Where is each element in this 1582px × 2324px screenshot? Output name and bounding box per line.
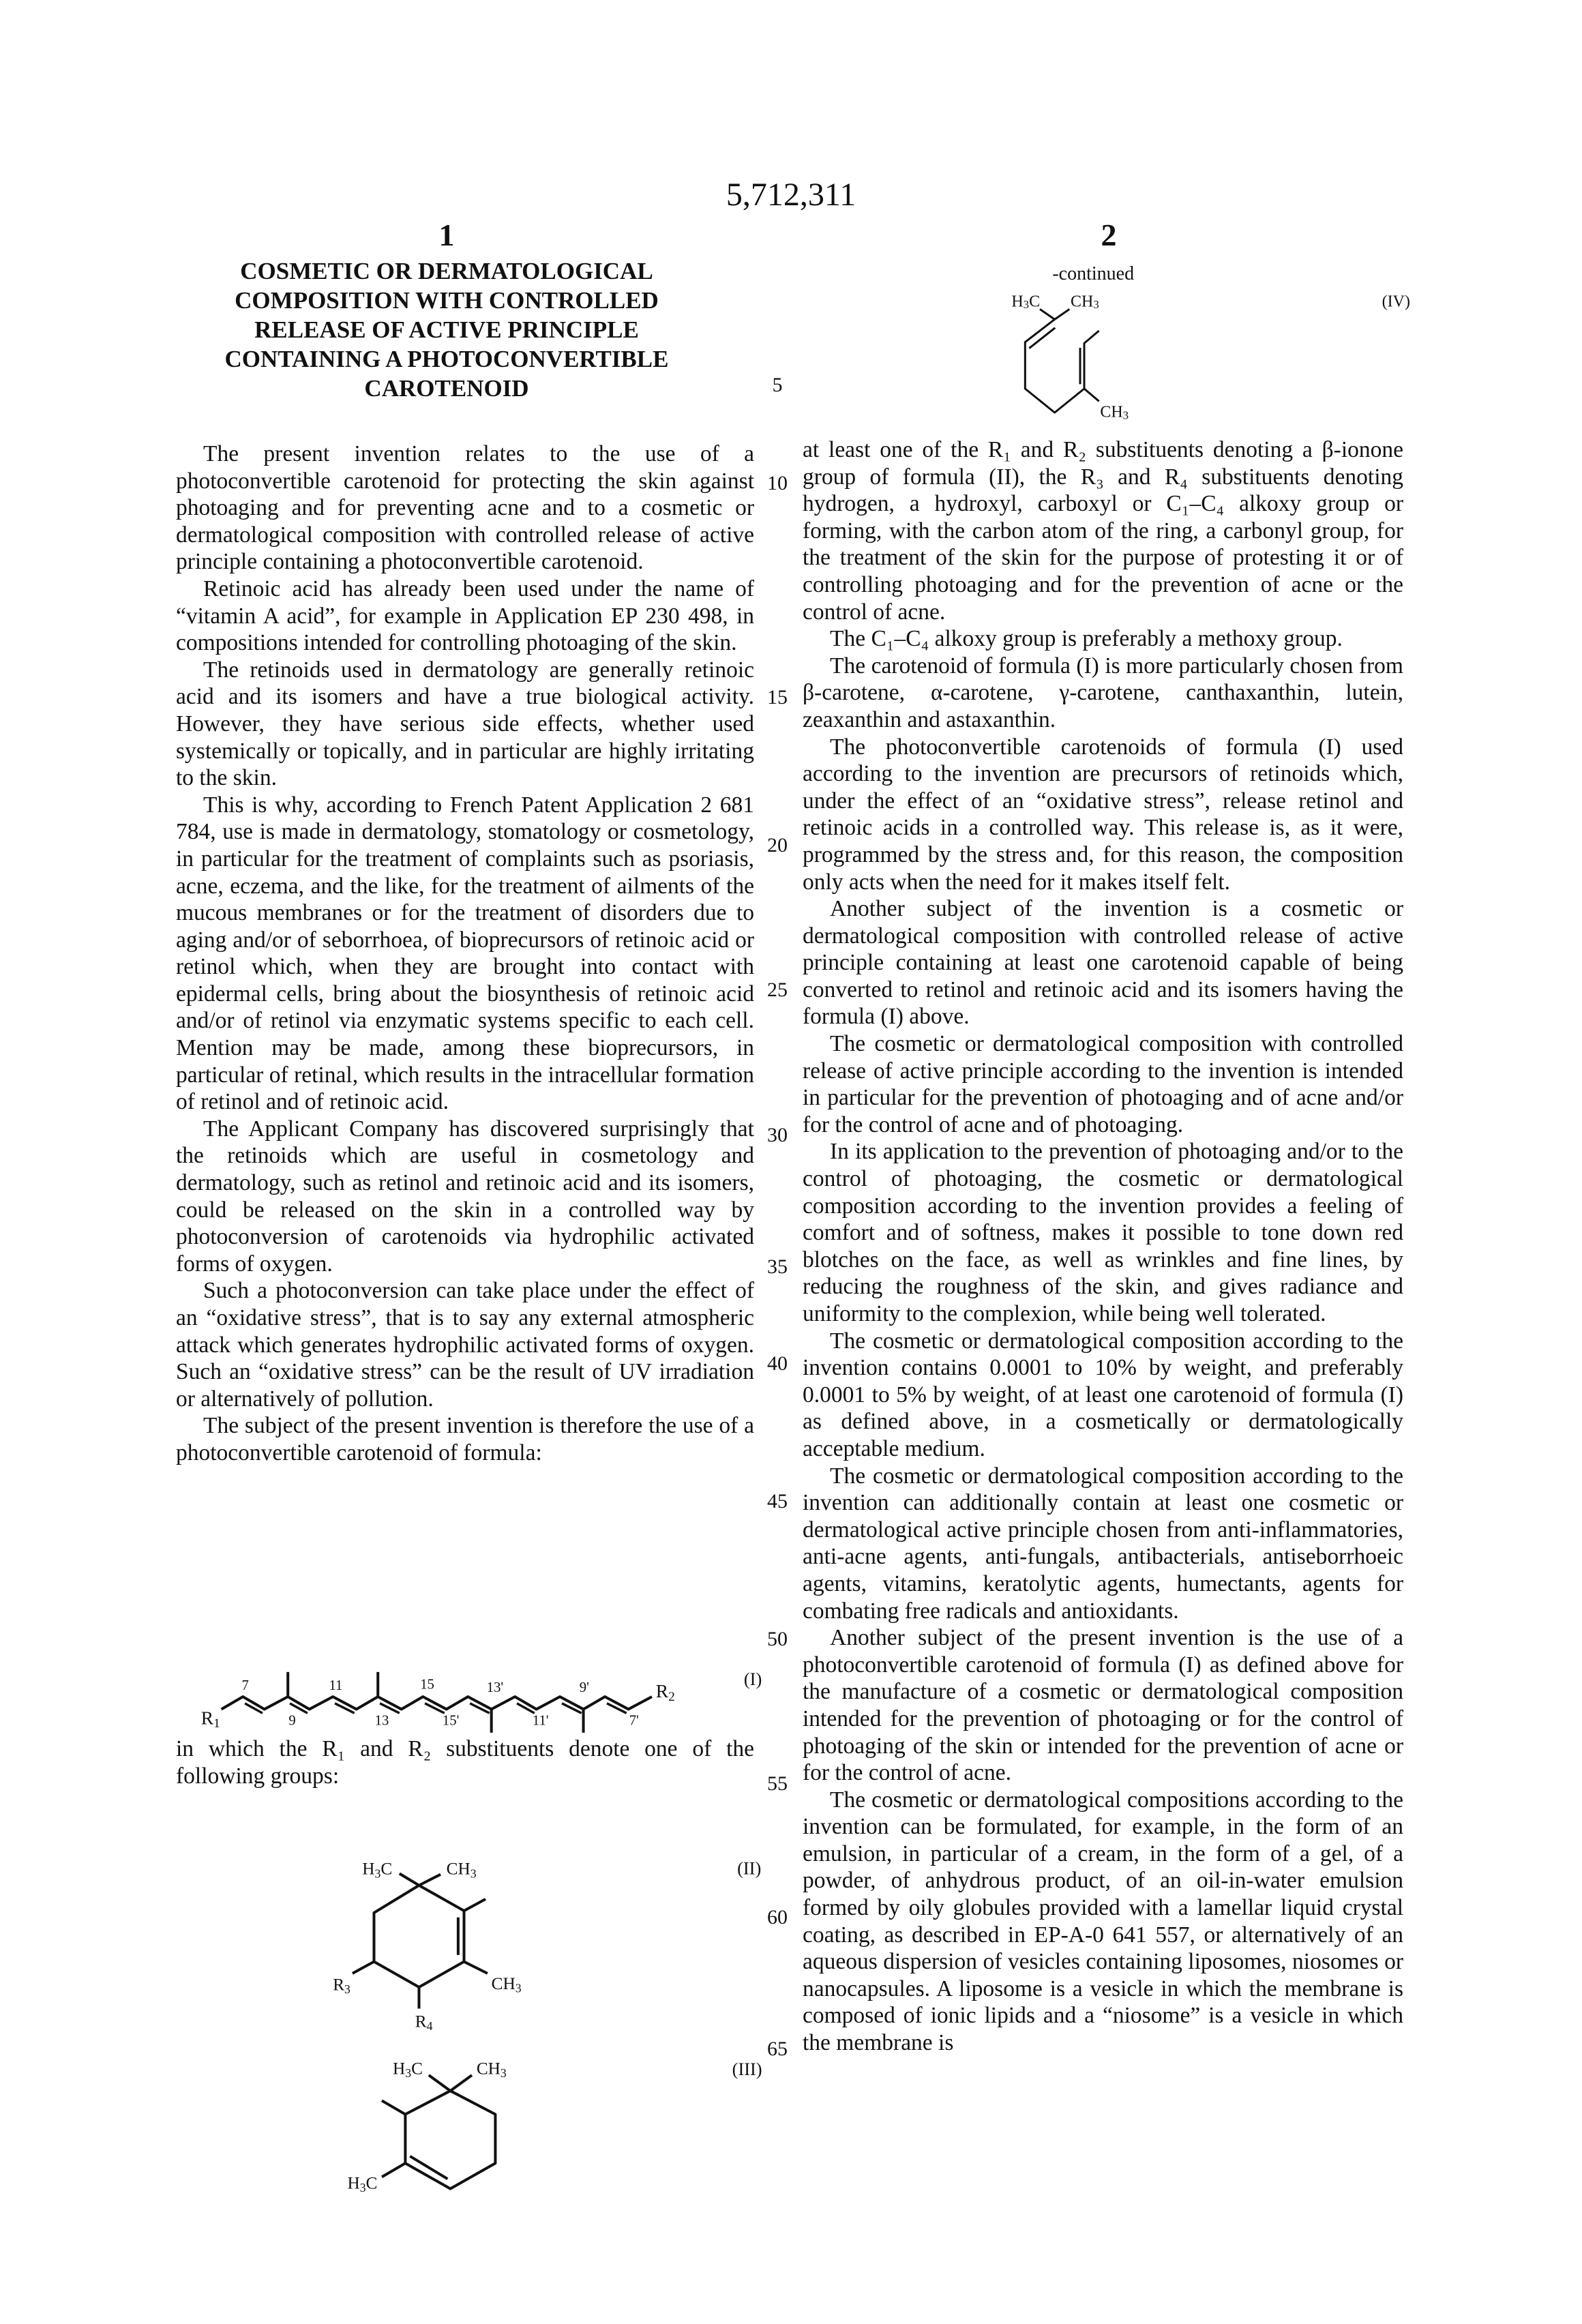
paragraph: The carotenoid of formula (I) is more particularly chosen from β-carotene, α-carotene, γ-carotene, canthaxanthin, lutein, zeaxanthin and astaxanthin. (803, 653, 1403, 734)
formula-i-num: 13 (375, 1713, 389, 1728)
line-number: 50 (764, 1628, 791, 1651)
line-number: 40 (764, 1352, 791, 1375)
formula-i-num: 9 (288, 1713, 295, 1728)
line-number: 5 (764, 374, 791, 397)
line-number: 35 (764, 1255, 791, 1279)
formula-iii-ring (405, 2091, 495, 2188)
formula-i-num: 7' (629, 1713, 639, 1728)
line-number: 10 (764, 472, 791, 495)
paragraph: In its application to the prevention of photoaging and/or to the control of photoaging, the cosmetic or dermatological composition according to the invention provides a feeling of comfort and of softness, makes it possible to tone down red blotches on the face, as well as wrinkles and fine lines, by reducing the roughness of the skin, and gives radiance and uniformity to the complexion, while being well tolerated. (803, 1138, 1403, 1327)
formula-i-r2: R2 (656, 1680, 675, 1704)
line-number: 55 (764, 1772, 791, 1796)
line-number: 45 (764, 1490, 791, 1513)
paragraph: The Applicant Company has discovered surprisingly that the retinoids which are useful in cosmetology and dermatology, such as retinol and retinoic acid and its isomers, could be released on the skin in a controlled way by photoconversion of carotenoids via hydrophilic activated forms of oxygen. (176, 1116, 754, 1278)
paragraph: The retinoids used in dermatology are generally retinoic acid and its isomers and have a true biological activity. However, they have serious side effects, whether used systemically or topically, and in particular are highly irritating to the skin. (176, 657, 754, 792)
formula-ii-h3c: H3C (362, 1860, 392, 1881)
formula-iii-label: (III) (732, 2059, 762, 2079)
paragraph: at least one of the R₁ and R₂ substituents denoting a β-ionone group of formula (II), the R₃ and R₄ substituents denoting hydrogen, a hydroxyl, carboxyl or C₁–C₄ alkoxy group or forming, with the carbon atom of the ring, a carbonyl group, for the treatment of the skin for the purpose of protesting it or of controlling photoaging and for the prevention of acne or the control of acne. (803, 436, 1403, 625)
column-number-left: 1 (413, 217, 481, 253)
line-number: 15 (764, 686, 791, 709)
paragraph: The C₁–C₄ alkoxy group is preferably a methoxy group. (803, 625, 1403, 653)
formula-iii-ch3: CH3 (477, 2059, 507, 2080)
formula-iv-ch3-bottom: CH3 (1100, 404, 1129, 422)
paragraph: Retinoic acid has already been used under the name of “vitamin A acid”, for example in Application EP 230 498, in compositions intended for controlling photoaging of the skin. (176, 576, 754, 657)
formula-i-num: 15 (420, 1678, 434, 1693)
chemical-formula-iv (886, 245, 1432, 430)
paragraph: in which the R₁ and R₂ substituents denote one of the following groups: (176, 1735, 754, 1789)
line-number: 30 (764, 1124, 791, 1147)
formula-iv-ch3: CH3 (1071, 293, 1099, 311)
right-column-text (803, 436, 1403, 2057)
paragraph: The cosmetic or dermatological composition according to the invention can additionally contain at least one cosmetic or dermatological active principle chosen from anti-inflammatories, anti-acne agents, anti-fungals, antibacterials, antiseborrhoeic agents, vitamins, keratolytic agents, humectants, agents for combating free radicals and antioxidants. (803, 1463, 1403, 1625)
paragraph: Another subject of the present invention is the use of a photoconvertible carotenoid of formula (I) as defined above for the manufacture of a cosmetic or dermatological composition intended for the prevention of photoaging or for the control of photoaging of the skin or intended for the prevention of acne or for the control of acne. (803, 1624, 1403, 1787)
formula-i-r1: R1 (201, 1707, 220, 1731)
line-number: 65 (764, 2038, 791, 2061)
formula-ii-ch3: CH3 (447, 1860, 477, 1881)
paragraph: The photoconvertible carotenoids of formula (I) used according to the invention are precursors of retinoids which, under the effect of an “oxidative stress”, release retinol and retinoic acids in a controlled way. This release is, as it were, programmed by the stress and, for this reason, the composition only acts when the need for it makes itself felt. (803, 734, 1403, 896)
chemical-formulas-left (170, 1596, 784, 2209)
line-number: 20 (764, 834, 791, 857)
formula-i-label: (I) (744, 1669, 762, 1689)
paragraph: Such a photoconversion can take place under the effect of an “oxidative stress”, that is to say any external atmospheric attack which generates hydrophilic activated forms of oxygen. Such an “oxidative stress” can be the result of UV irradiation or alternatively of pollution. (176, 1277, 754, 1412)
formula-i-chain (222, 1697, 652, 1709)
paragraph: The present invention relates to the use of a photoconvertible carotenoid for protecting the skin against photoaging and for preventing acne and to a cosmetic or dermatological composition with controlled release of active principle containing a photoconvertible carotenoid. (176, 441, 754, 576)
formula-i-num: 9' (580, 1680, 589, 1695)
continued-label: -continued (1052, 263, 1134, 284)
formula-i-num: 13' (487, 1680, 503, 1695)
formula-ii-ring (374, 1886, 464, 1987)
formula-iv-h3c: H3C (1011, 293, 1040, 311)
formula-ii-r3: R3 (333, 1976, 350, 1997)
column-number-right: 2 (1075, 217, 1143, 253)
document-title: COSMETIC OR DERMATOLOGICAL COMPOSITION WITH CONTROLLED RELEASE OF ACTIVE PRINCIPLE CONTAINING A PHOTOCONVERTIBLE CAROTENOID (205, 256, 689, 403)
paragraph: The cosmetic or dermatological composition according to the invention contains 0.0001 to 10% by weight, and preferably 0.0001 to 5% by weight, of at least one carotenoid of formula (I) as defined above, in a cosmetically or dermatologically acceptable medium. (803, 1328, 1403, 1463)
formula-i-num: 11 (329, 1678, 342, 1693)
formula-iv-label: (IV) (1382, 293, 1410, 310)
formula-ii-ch3-side: CH3 (492, 1974, 522, 1995)
left-column-text (176, 441, 754, 1467)
formula-i-num: 11' (533, 1713, 549, 1728)
paragraph: Another subject of the invention is a cosmetic or dermatological composition with controlled release of active principle containing at least one carotenoid capable of being converted to retinol and retinoic acid and its isomers having the formula (I) above. (803, 895, 1403, 1030)
formula-iii-h3c-bottom: H3C (347, 2174, 377, 2195)
line-number: 60 (764, 1906, 791, 1929)
paragraph: The cosmetic or dermatological composition with controlled release of active principle according to the invention is intended in particular for the prevention of photoaging and of acne and/or for the control of acne and of photoaging. (803, 1030, 1403, 1138)
formula-ii-label: (II) (737, 1858, 761, 1879)
line-number: 25 (764, 979, 791, 1002)
paragraph: The cosmetic or dermatological compositions according to the invention can be formulated, for example, in the form of an emulsion, in particular of a cream, in the form of a gel, of a powder, of anhydrous product, of an oil-in-water emulsion formed by oily globules provided with a lamellar liquid crystal coating, as described in EP-A-0 641 557, or alternatively of an aqueous dispersion of vesicles containing liposomes, niosomes or nanocapsules. A liposome is a vesicle in which the membrane is composed of ionic lipids and a “niosome” is a vesicle in which the membrane is (803, 1787, 1403, 2057)
formula-ii-r4: R4 (415, 2012, 433, 2034)
formula-i-num: 7 (241, 1678, 248, 1693)
patent-number: 5,712,311 (0, 176, 1582, 213)
paragraph: The subject of the present invention is therefore the use of a photoconvertible carotenoid of formula: (176, 1412, 754, 1466)
formula-iii-h3c: H3C (393, 2059, 423, 2080)
formula-i-num: 15' (443, 1713, 459, 1728)
paragraph: This is why, according to French Patent Application 2 681 784, use is made in dermatology, stomatology or cosmetology, in particular for the treatment of complaints such as psoriasis, acne, eczema, and the like, for the treatment of ailments of the mucous membranes or for the treatment of disorders due to aging and/or of seborrhoea, of bioprecursors of retinoic acid or retinol which, when they are brought into contact with epidermal cells, bring about the biosynthesis of retinoic acid and/or of retinol via enzymatic systems specific to each cell. Mention may be made, among these bioprecursors, in particular of retinal, which results in the intracellular formation of retinol and of retinoic acid. (176, 792, 754, 1116)
